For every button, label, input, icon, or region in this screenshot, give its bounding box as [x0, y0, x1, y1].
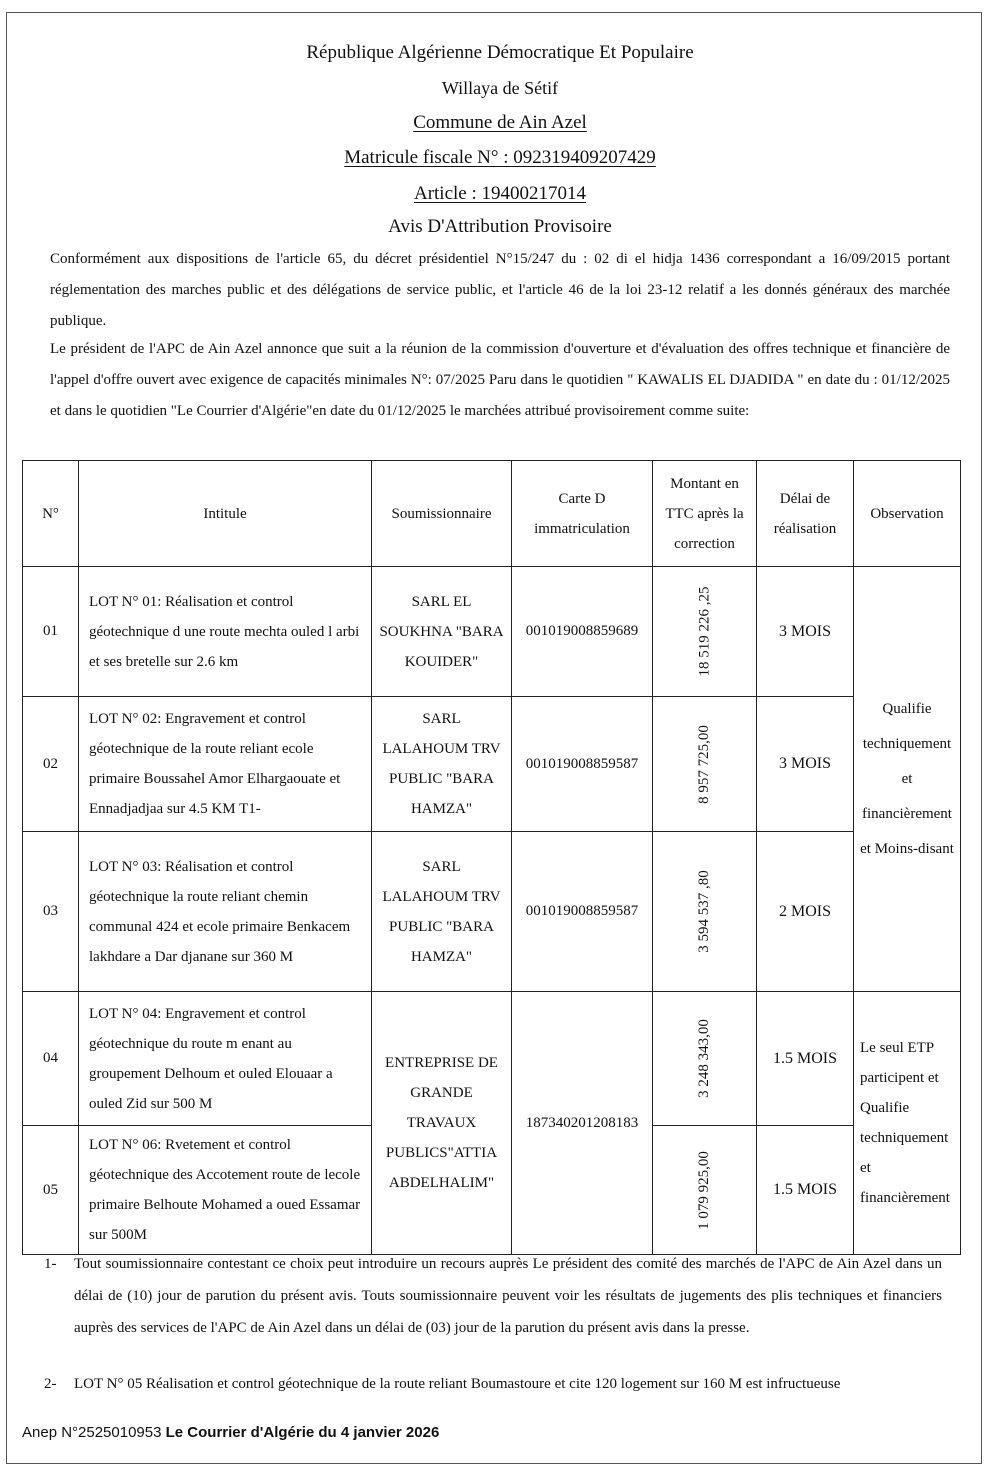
header-willaya: Willaya de Sétif — [441, 78, 559, 98]
col-header-soumissionnaire: Soumissionnaire — [372, 461, 512, 567]
row-number: 03 — [23, 832, 79, 992]
col-header-observation: Observation — [854, 461, 961, 567]
row-intitule: LOT N° 06: Rvetement et control géotechnique des Accotement route de lecole primaire Belhoute Mohamed a oued Essamar sur 500M — [79, 1126, 372, 1255]
header-article: Article : 19400217014 — [413, 183, 587, 204]
row-carte: 001019008859587 — [512, 697, 653, 832]
table-row — [23, 697, 961, 832]
row-montant: 1 079 925,00 — [696, 1150, 712, 1230]
row-soumissionnaire: SARL EL SOUKHNA "BARA KOUIDER" — [372, 567, 512, 697]
header-commune-wrap — [0, 112, 1000, 134]
intro-paragraph-2: Le président de l'APC de Ain Azel annonce que suit a la réunion de la commission d'ouverture et d'évaluation des offres technique et financière de l'appel d'offre ouvert avec exigence de capacités minimales N°: 07/2025 Paru dans le quotidien " KAWALIS EL DJADIDA " en date du : 01/12/2025 et dans le quotidien "Le Courrier d'Algérie"en date du 01/12/2025 le marchées attribué provisoirement comme suite: — [50, 341, 950, 419]
header-republic: République Algérienne Démocratique Et Populaire — [306, 42, 694, 63]
footer-anep: Anep N°2525010953 — [22, 1424, 162, 1441]
notice-title: Avis D'Attribution Provisoire — [388, 216, 612, 237]
table-row — [23, 992, 961, 1126]
note-text: LOT N° 05 Réalisation et control géotechnique de la route reliant Boumastoure et cite 120 logement sur 160 M est infructueuse — [74, 1376, 841, 1392]
observation-seul-etp: Le seul ETP participent et Qualifie techniquement et financièrement — [854, 992, 961, 1255]
row-delai: 1.5 MOIS — [757, 992, 854, 1126]
row-soumissionnaire: ENTREPRISE DE GRANDE TRAVAUX PUBLICS"ATTIA ABDELHALIM" — [372, 992, 512, 1255]
note-number: 1- — [44, 1256, 57, 1272]
row-montant-cell — [653, 832, 757, 992]
row-number: 05 — [23, 1126, 79, 1255]
header-matricule-wrap — [0, 147, 1000, 169]
col-header-delai: Délai de réalisation — [757, 461, 854, 567]
row-soumissionnaire: SARL LALAHOUM TRV PUBLIC "BARA HAMZA" — [372, 697, 512, 832]
observation-qualifie: Qualifie techniquement et financièrement et Moins-disant — [854, 567, 961, 992]
row-intitule: LOT N° 04: Engravement et control géotechnique du route m enant au groupement Delhoum et ouled Elouaar a ouled Zid sur 500 M — [79, 992, 372, 1126]
row-intitule: LOT N° 02: Engravement et control géotechnique de la route reliant ecole primaire Boussahel Amor Elhargaouate et Ennadjadjaa sur 4.5 KM T1- — [79, 697, 372, 832]
row-delai: 3 MOIS — [757, 567, 854, 697]
col-header-intitule: Intitule — [79, 461, 372, 567]
row-montant-cell — [653, 1126, 757, 1255]
header-article-wrap — [0, 183, 1000, 205]
row-number: 02 — [23, 697, 79, 832]
note-number: 2- — [44, 1376, 57, 1392]
header-commune: Commune de Ain Azel — [413, 112, 587, 133]
row-delai: 1.5 MOIS — [757, 1126, 854, 1255]
row-montant-cell — [653, 697, 757, 832]
col-header-montant: Montant en TTC après la correction — [653, 461, 757, 567]
footer-source: Le Courrier d'Algérie du 4 janvier 2026 — [165, 1424, 440, 1441]
row-intitule: LOT N° 03: Réalisation et control géotechnique la route reliant chemin communal 424 et ecole primaire Benkacem lakhdare a Dar djanane sur 360 M — [79, 832, 372, 992]
footer — [22, 1424, 439, 1441]
row-carte: 001019008859689 — [512, 567, 653, 697]
row-montant: 18 519 226 ,25 — [696, 586, 712, 677]
col-header-carte: Carte D immatriculation — [512, 461, 653, 567]
row-montant: 8 957 725,00 — [696, 724, 712, 804]
row-carte: 001019008859587 — [512, 832, 653, 992]
table-row — [23, 832, 961, 992]
row-delai: 3 MOIS — [757, 697, 854, 832]
row-carte: 187340201208183 — [512, 992, 653, 1255]
row-soumissionnaire: SARL LALAHOUM TRV PUBLIC "BARA HAMZA" — [372, 832, 512, 992]
row-montant-cell — [653, 567, 757, 697]
row-number: 04 — [23, 992, 79, 1126]
row-intitule: LOT N° 01: Réalisation et control géotechnique d une route mechta ouled l arbi et ses bretelle sur 2.6 km — [79, 567, 372, 697]
attribution-table — [22, 460, 961, 1255]
row-montant: 3 594 537 ,80 — [696, 870, 712, 953]
col-header-n: N° — [23, 461, 79, 567]
table-row — [23, 567, 961, 697]
note-text: Tout soumissionnaire contestant ce choix peut introduire un recours auprès Le président des comité des marchés de l'APC de Ain Azel dans un délai de (10) jour de parution du présent avis. Touts soumissionnaire peuvent voir les résultats de jugements des plis techniques et financiers auprès des services de l'APC de Ain Azel dans un délai de (03) jour de la parution du présent avis dans la presse. — [74, 1256, 942, 1336]
header-matricule: Matricule fiscale N° : 092319409207429 — [344, 147, 656, 168]
row-montant-cell — [653, 992, 757, 1126]
row-montant: 3 248 343,00 — [696, 1019, 712, 1098]
row-number: 01 — [23, 567, 79, 697]
row-delai: 2 MOIS — [757, 832, 854, 992]
table-header-row — [23, 461, 961, 567]
intro-paragraph-1: Conformément aux dispositions de l'article 65, du décret présidentiel N°15/247 du : 02 di el hidja 1436 correspondant a 16/09/2015 portant réglementation des marches public et des délégations de service public, et l'article 46 de la loi 23-12 relatif a les donnés généraux des marchée publique. — [50, 251, 950, 329]
